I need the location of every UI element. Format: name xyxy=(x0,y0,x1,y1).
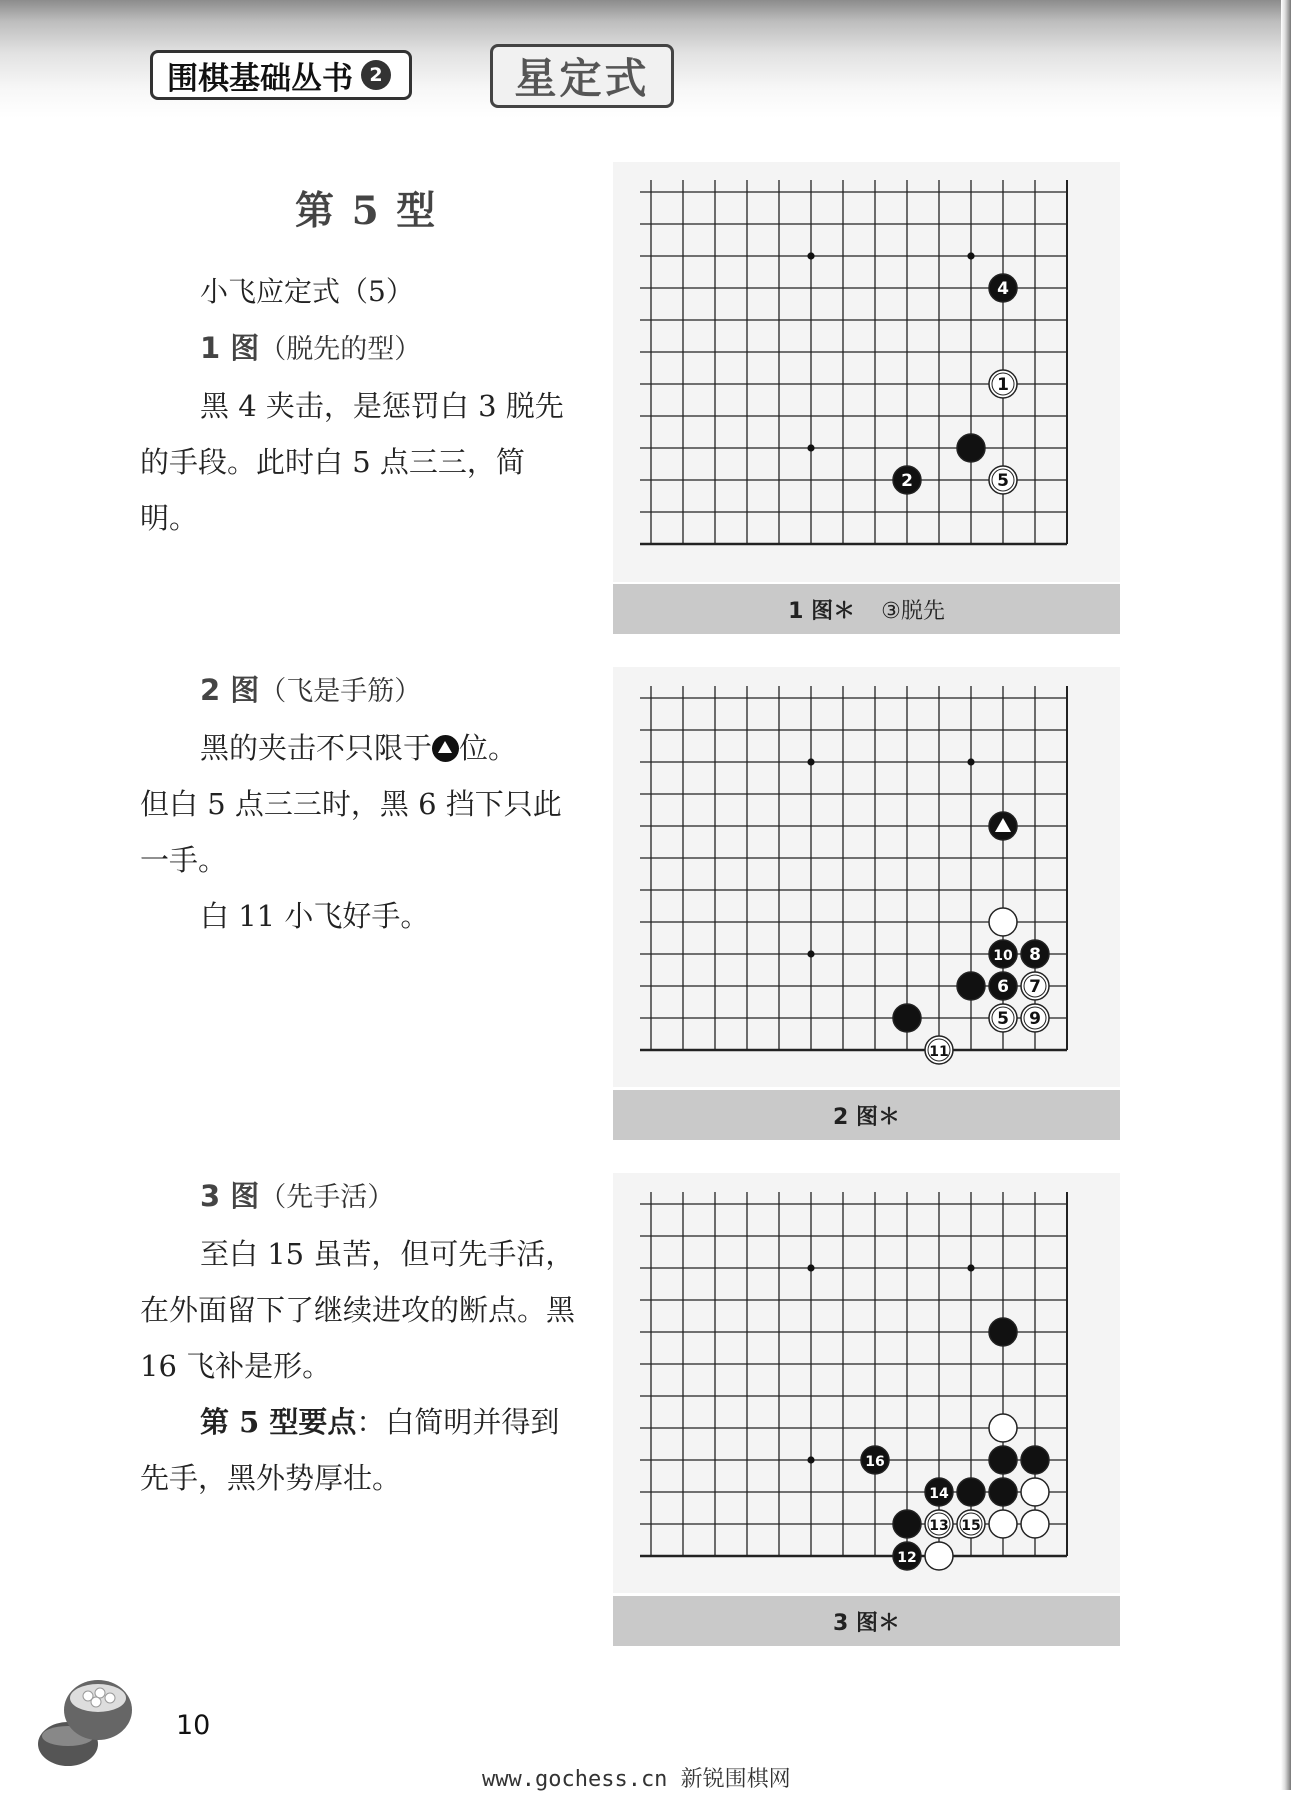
figure2-title: （飞是手筋） xyxy=(259,676,422,707)
series-title xyxy=(150,50,412,100)
fig3-white-stone xyxy=(1021,1478,1049,1506)
fig2-white-stone xyxy=(989,908,1017,936)
fig3-white-stone xyxy=(925,1542,953,1570)
figure1-text xyxy=(140,264,580,546)
fig3-black-stone xyxy=(1021,1446,1049,1474)
figure1-number: 1 图 xyxy=(200,331,260,365)
fig2-move-number: 11 xyxy=(929,1044,949,1060)
volume-badge: 2 xyxy=(361,60,391,90)
fig1-move-number: 2 xyxy=(901,471,913,491)
figure3-number: 3 图 xyxy=(200,1179,260,1213)
figure1-caption-label: 1 图＊ xyxy=(788,598,856,624)
figure3-caption-label: 3 图＊ xyxy=(833,1610,900,1636)
figure3-key-point xyxy=(140,1394,580,1506)
fig3-star-point xyxy=(807,1456,814,1463)
figure1-body: 黑 4 夹击，是惩罚白 3 脱先的手段。此时白 5 点三三，简明。 xyxy=(140,389,564,535)
figure2-line3: 白 11 小飞好手。 xyxy=(200,899,430,933)
topic-title: 星定式 xyxy=(490,44,674,108)
fig1-black-stone xyxy=(957,434,985,462)
fig2-move-number: 7 xyxy=(1029,977,1041,997)
fig1-star-point xyxy=(967,252,974,259)
fig3-black-stone xyxy=(989,1478,1017,1506)
key-point-text: ：白简明并得到先手，黑外势厚壮。 xyxy=(140,1405,560,1495)
fig3-move-number: 12 xyxy=(897,1550,917,1566)
figure3-caption xyxy=(613,1596,1120,1646)
fig3-star-point xyxy=(807,1264,814,1271)
figure2-caption xyxy=(613,1090,1120,1140)
fig2-star-point xyxy=(807,950,814,957)
go-board-figure3 xyxy=(640,1192,1100,1592)
fig3-black-stone xyxy=(989,1446,1017,1474)
figure3-body: 至白 15 虽苦，但可先手活，在外面留下了继续进攻的断点。黑 16 飞补是形。 xyxy=(140,1237,576,1383)
figure1-title: （脱先的型） xyxy=(259,334,422,365)
fig3-move-number: 13 xyxy=(929,1518,949,1534)
fig3-black-stone xyxy=(893,1510,921,1538)
series-name: 围棋基础丛书 xyxy=(167,60,353,97)
fig2-star-point xyxy=(967,758,974,765)
fig1-move-number: 4 xyxy=(997,279,1009,299)
section-title: 第 5 型 xyxy=(295,188,438,234)
fig2-black-stone xyxy=(893,1004,921,1032)
fig2-move-number: 5 xyxy=(997,1009,1009,1029)
fig2-move-number: 10 xyxy=(993,948,1013,964)
figure2-number: 2 图 xyxy=(200,673,260,707)
fig3-move-number: 16 xyxy=(865,1454,885,1470)
figure2-text xyxy=(140,662,580,944)
fig2-move-number: 8 xyxy=(1029,945,1041,965)
figure2-heading xyxy=(140,662,580,720)
fig3-white-stone xyxy=(1021,1510,1049,1538)
fig3-move-number: 14 xyxy=(929,1486,949,1502)
fig2-black-stone xyxy=(957,972,985,1000)
figure2-line2: 但白 5 点三三时，黑 6 挡下只此一手。 xyxy=(140,787,562,877)
key-point-label: 第 5 型要点 xyxy=(200,1405,357,1439)
go-board-figure1 xyxy=(640,180,1100,580)
subtitle: 小飞应定式（5） xyxy=(200,275,414,308)
figure2-line1-a: 黑的夹击不只限于 xyxy=(200,731,433,765)
figure1-caption xyxy=(613,584,1120,634)
figure2-line1 xyxy=(140,720,580,776)
fig3-star-point xyxy=(967,1264,974,1271)
figure2-line1-b: 位。 xyxy=(459,731,518,765)
page-number: 10 xyxy=(176,1710,211,1741)
go-board-figure2 xyxy=(640,686,1100,1086)
fig2-star-point xyxy=(807,758,814,765)
figure1-heading xyxy=(140,320,580,378)
fig3-move-number: 15 xyxy=(961,1518,981,1534)
fig1-move-number: 1 xyxy=(997,375,1009,395)
fig2-move-number: 6 xyxy=(997,977,1009,997)
fig3-white-stone xyxy=(989,1510,1017,1538)
fig2-move-number: 9 xyxy=(1029,1009,1041,1029)
watermark: www.gochess.cn 新锐围棋网 xyxy=(482,1767,791,1792)
fig1-star-point xyxy=(807,444,814,451)
fig1-move-number: 5 xyxy=(997,471,1009,491)
triangle-marked-stone-icon xyxy=(432,735,459,762)
go-bowls-icon xyxy=(30,1662,140,1772)
fig3-white-stone xyxy=(989,1414,1017,1442)
fig3-black-stone xyxy=(989,1318,1017,1346)
page-edge xyxy=(1281,0,1291,1790)
figure1-caption-note: ③脱先 xyxy=(881,598,945,624)
figure2-caption-label: 2 图＊ xyxy=(833,1104,900,1130)
figure3-heading xyxy=(140,1168,580,1226)
fig3-black-stone xyxy=(957,1478,985,1506)
fig1-star-point xyxy=(807,252,814,259)
figure3-title: （先手活） xyxy=(259,1182,395,1213)
figure3-text xyxy=(140,1168,580,1506)
